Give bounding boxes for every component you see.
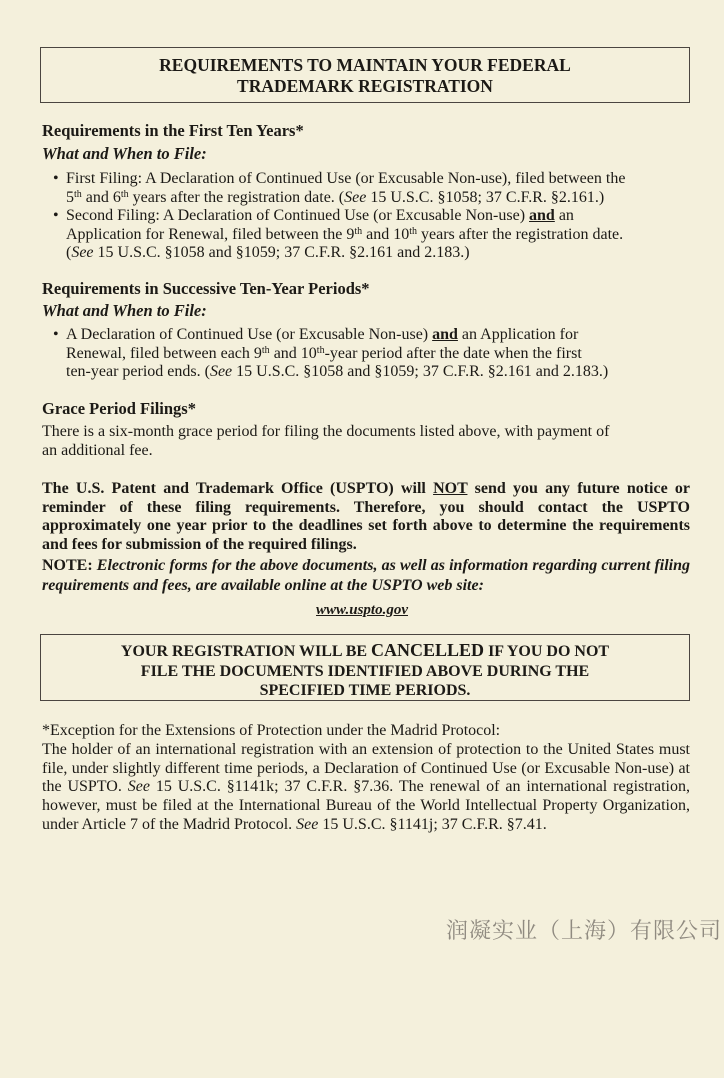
company-watermark: 润凝实业（上海）有限公司 xyxy=(445,919,722,944)
bullet-dot-icon: • xyxy=(53,170,59,187)
header-box xyxy=(40,47,690,103)
section1-heading: Requirements in the First Ten Years* xyxy=(42,121,304,140)
section2-bullets xyxy=(48,326,698,382)
section2-subheading: What and When to File: xyxy=(42,301,207,320)
header-line-1: REQUIREMENTS TO MAINTAIN YOUR FEDERAL xyxy=(159,55,571,75)
section3-heading: Grace Period Filings* xyxy=(42,399,196,418)
section1-subheading: What and When to File: xyxy=(42,144,207,163)
cancel-line-1: YOUR REGISTRATION WILL BE CANCELLED IF YOU DO NOT xyxy=(120,640,610,660)
cancel-line-2: FILE THE DOCUMENTS IDENTIFIED ABOVE DURING THE xyxy=(140,662,590,680)
exception-title: *Exception for the Extensions of Protection under the Madrid Protocol: xyxy=(42,722,501,739)
uspto-notice: The U.S. Patent and Trademark Office (USPTO) will NOT send you any future notice or reminder of these filing requirements. Therefore, you should contact the USPTO approximately one year prior to the deadlines set forth above to determine the requirements and fees for submission of the required filings. xyxy=(42,480,691,553)
uspto-website-link[interactable]: www.uspto.gov xyxy=(316,602,408,618)
section1-bullet-1: • First Filing: A Declaration of Continued Use (or Excusable Non-use), filed between the 5th and 6th years after the registration date. (See 15 U.S.C. §1058; 37 C.F.R. §2.161.) xyxy=(53,170,626,206)
cancel-warning-box xyxy=(40,634,690,701)
header-line-2: TRADEMARK REGISTRATION xyxy=(237,76,493,96)
cancel-line-3: SPECIFIED TIME PERIODS. xyxy=(259,682,471,699)
section2-heading: Requirements in Successive Ten-Year Periods* xyxy=(42,279,370,298)
bullet-dot-icon: • xyxy=(53,207,59,224)
exception-body: The holder of an international registration with an extension of protection to the United States must file, under slightly different time periods, a Declaration of Continued Use (or Excusable Non-use) at the USPTO. See 15 U.S.C. §1141k; 37 C.F.R. §7.36. The renewal of an international registration, however, must be filed at the International Bureau of the World Intellectual Property Organization, under Article 7 of the Madrid Protocol. See 15 U.S.C. §1141j; 37 C.F.R. §7.41. xyxy=(42,740,691,833)
grace-period-text: There is a six-month grace period for filing the documents listed above, with payment of an additional fee. xyxy=(42,423,610,459)
section1-bullet-2: • Second Filing: A Declaration of Continued Use (or Excusable Non-use) and an Application for Renewal, filed between the 9th and 10th years after the registration date. (See 15 U.S.C. §1058 and §1059; 37 C.F.R. §2.161 and 2.183.) xyxy=(53,207,624,261)
madrid-exception xyxy=(42,722,690,835)
bullet-dot-icon: • xyxy=(53,326,59,343)
section1-bullets xyxy=(48,170,698,263)
note-paragraph: NOTE: Electronic forms for the above documents, as well as information regarding current filing requirements and fees, are available online at the USPTO web site: xyxy=(42,557,690,594)
section2-bullet-1: • A Declaration of Continued Use (or Excusable Non-use) and an Application for Renewal, filed between each 9th and 10th-year period after the date when the first ten-year period ends. (See 15 U.S.C. §1058 and §1059; 37 C.F.R. §2.161 and 2.183.) xyxy=(53,326,609,380)
